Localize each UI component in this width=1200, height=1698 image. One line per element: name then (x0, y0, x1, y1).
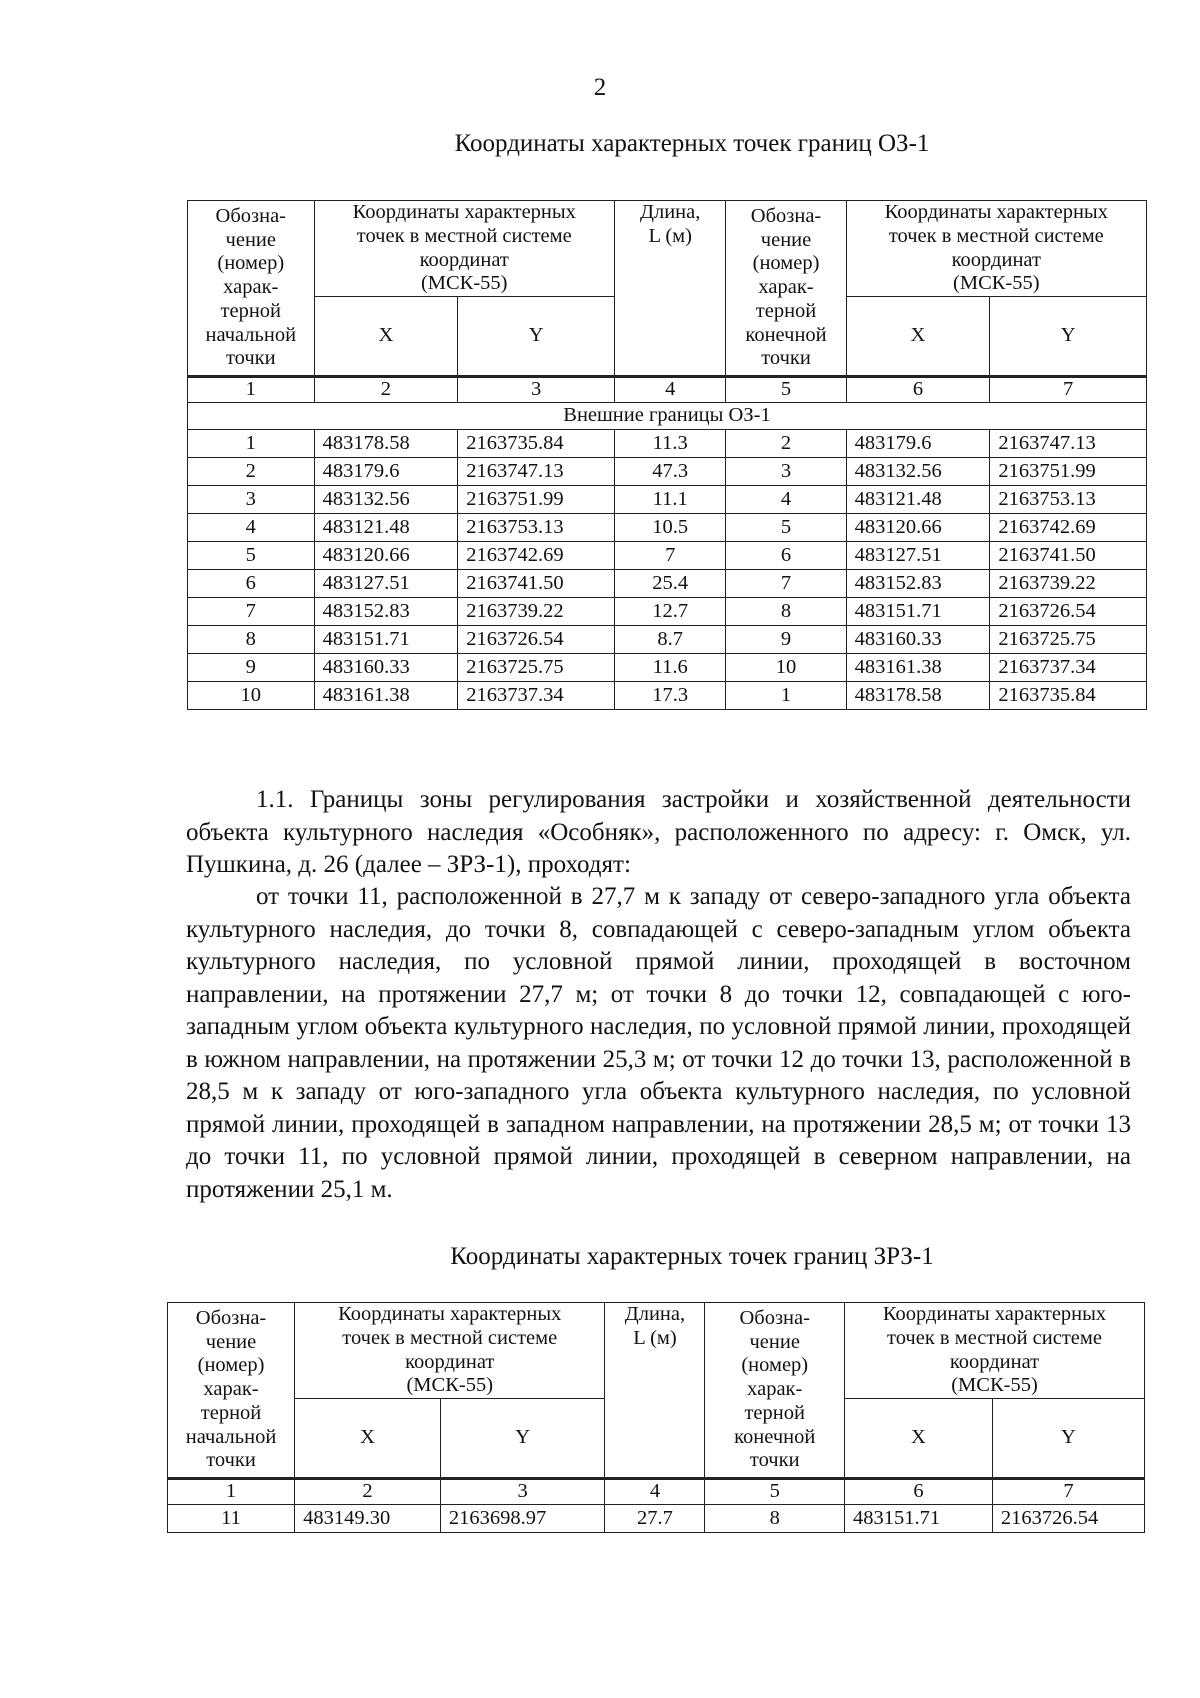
column-number: 7 (990, 377, 1147, 403)
table-cell: 483127.51 (314, 570, 458, 598)
header-coords-start: Координаты характерных точек в местной системе координат (МСК-55) (314, 201, 614, 297)
table-cell: 4 (188, 514, 315, 542)
table-cell: 483127.51 (846, 542, 990, 570)
table-cell: 2163747.13 (458, 458, 615, 486)
table-cell: 10.5 (614, 514, 726, 542)
header-y-end: Y (990, 297, 1147, 377)
column-number: 1 (188, 377, 315, 403)
table-cell: 9 (188, 654, 315, 682)
table2-caption: Координаты характерных точек границ ЗРЗ-1 (450, 1243, 934, 1270)
header-x: X (314, 297, 458, 377)
table-cell: 8 (705, 1505, 845, 1533)
table-cell: 483120.66 (314, 542, 458, 570)
table-cell: 11.6 (614, 654, 726, 682)
table-cell: 2163726.54 (992, 1505, 1144, 1533)
table-cell: 2163726.54 (990, 598, 1147, 626)
column-number: 3 (440, 1479, 605, 1505)
paragraph-zrz1-intro: 1.1. Границы зоны регулирования застройки и хозяйственной деятельности объекта культурного наследия «Особняк», расположенного по адресу: г. Омск, ул. Пушкина, д. 26 (далее – ЗРЗ-1), проходят: (186, 786, 1131, 878)
column-number: 6 (846, 377, 990, 403)
section-row (188, 403, 1147, 430)
table1-caption: Координаты характерных точек границ ОЗ-1 (454, 130, 930, 157)
table-cell: 2163751.99 (990, 458, 1147, 486)
table-row (188, 542, 1147, 570)
table-cell: 6 (188, 570, 315, 598)
table-cell: 10 (726, 654, 846, 682)
table-cell: 2163726.54 (458, 626, 615, 654)
table-cell: 483132.56 (314, 486, 458, 514)
table-cell: 483151.71 (314, 626, 458, 654)
boundary-coordinates-table-oz1 (187, 200, 1147, 710)
table-cell: 483161.38 (314, 682, 458, 710)
header-x: X (295, 1399, 441, 1479)
table-cell: 11 (168, 1505, 295, 1533)
table-cell: 8 (726, 598, 846, 626)
section-title: Внешние границы ОЗ-1 (188, 403, 1147, 430)
column-number: 7 (992, 1479, 1144, 1505)
table-cell: 5 (726, 514, 846, 542)
table-row (188, 626, 1147, 654)
column-number: 6 (845, 1479, 993, 1505)
table-cell: 6 (726, 542, 846, 570)
header-y-end: Y (992, 1399, 1144, 1479)
table-row (188, 514, 1147, 542)
table-row (188, 430, 1147, 458)
table-cell: 483120.66 (846, 514, 990, 542)
column-number: 5 (726, 377, 846, 403)
column-number-row (168, 1479, 1145, 1505)
column-number: 4 (605, 1479, 705, 1505)
table-cell: 25.4 (614, 570, 726, 598)
column-number: 5 (705, 1479, 845, 1505)
column-number: 1 (168, 1479, 295, 1505)
table-cell: 8.7 (614, 626, 726, 654)
column-number: 2 (314, 377, 458, 403)
table-cell: 3 (188, 486, 315, 514)
table-row (188, 570, 1147, 598)
table-cell: 2163739.22 (458, 598, 615, 626)
table-cell: 483178.58 (314, 430, 458, 458)
header-length: Длина, L (м) (605, 1303, 705, 1479)
table-cell: 483121.48 (846, 486, 990, 514)
header-start-point: Обозна- чение (номер) харак- терной начальной точки (188, 201, 315, 377)
table-row (188, 654, 1147, 682)
table-cell: 483179.6 (314, 458, 458, 486)
table-cell: 7 (188, 598, 315, 626)
table-row (188, 682, 1147, 710)
table-cell: 483151.71 (846, 598, 990, 626)
table-cell: 2163741.50 (458, 570, 615, 598)
table-cell: 2163742.69 (458, 542, 615, 570)
header-start-point: Обозна- чение (номер) харак- терной начальной точки (168, 1303, 295, 1479)
table-cell: 7 (726, 570, 846, 598)
table-cell: 2163737.34 (458, 682, 615, 710)
header-coords-end: Координаты характерных точек в местной системе координат (МСК-55) (845, 1303, 1145, 1399)
table-header-row (168, 1303, 1145, 1399)
header-x-end: X (846, 297, 990, 377)
table-cell: 11.1 (614, 486, 726, 514)
table-cell: 1 (188, 430, 315, 458)
table-cell: 2163747.13 (990, 430, 1147, 458)
table-cell: 2163742.69 (990, 514, 1147, 542)
header-y: Y (458, 297, 615, 377)
header-end-point: Обозна- чение (номер) харак- терной конечной точки (705, 1303, 845, 1479)
table-cell: 483132.56 (846, 458, 990, 486)
table-cell: 483152.83 (314, 598, 458, 626)
table-cell: 10 (188, 682, 315, 710)
table-cell: 5 (188, 542, 315, 570)
table-cell: 483179.6 (846, 430, 990, 458)
header-length: Длина, L (м) (614, 201, 726, 377)
table-cell: 2163725.75 (458, 654, 615, 682)
table-cell: 483160.33 (846, 626, 990, 654)
table-cell: 2163753.13 (990, 486, 1147, 514)
table-cell: 2163698.97 (440, 1505, 605, 1533)
table-row (188, 598, 1147, 626)
table-cell: 2163753.13 (458, 514, 615, 542)
table-cell: 2163725.75 (990, 626, 1147, 654)
table-cell: 483149.30 (295, 1505, 441, 1533)
table-cell: 483178.58 (846, 682, 990, 710)
table-row (188, 486, 1147, 514)
table-cell: 483161.38 (846, 654, 990, 682)
table-cell: 7 (614, 542, 726, 570)
table-cell: 1 (726, 682, 846, 710)
table-cell: 2163735.84 (990, 682, 1147, 710)
table-row (188, 458, 1147, 486)
table-cell: 8 (188, 626, 315, 654)
table-cell: 9 (726, 626, 846, 654)
table-cell: 483121.48 (314, 514, 458, 542)
table-cell: 483152.83 (846, 570, 990, 598)
table-cell: 483160.33 (314, 654, 458, 682)
table-cell: 11.3 (614, 430, 726, 458)
column-number: 2 (295, 1479, 441, 1505)
table-cell: 2163737.34 (990, 654, 1147, 682)
table-cell: 4 (726, 486, 846, 514)
table-cell: 2 (726, 430, 846, 458)
table-cell: 17.3 (614, 682, 726, 710)
table-cell: 483151.71 (845, 1505, 993, 1533)
table-header-row (188, 201, 1147, 297)
table-cell: 12.7 (614, 598, 726, 626)
header-y: Y (440, 1399, 605, 1479)
column-number: 3 (458, 377, 615, 403)
table-cell: 2 (188, 458, 315, 486)
header-coords-start: Координаты характерных точек в местной системе координат (МСК-55) (295, 1303, 605, 1399)
table-cell: 47.3 (614, 458, 726, 486)
table-row (168, 1505, 1145, 1533)
table-cell: 2163751.99 (458, 486, 615, 514)
page-number: 2 (593, 74, 607, 101)
table-cell: 2163739.22 (990, 570, 1147, 598)
paragraph-zrz1-description: от точки 11, расположенной в 27,7 м к западу от северо-западного угла объекта культурного наследия, до точки 8, совпадающей с северо-западным углом объекта культурного наследия, по условной прямой линии, проходящей в восточном направлении, на протяжении 27,7 м; от точки 8 до точки 12, совпадающей с юго-западным углом объекта культурного наследия, по условной прямой линии, проходящей в южном направлении, на протяжении 25,3 м; от точки 12 до точки 13, расположенной в 28,5 м к западу от юго-западного угла объекта культурного наследия, по условной прямой линии, проходящей в западном направлении, на протяжении 28,5 м; от точки 13 до точки 11, по условной прямой линии, проходящей в северном направлении, на протяжении 25,1 м. (186, 883, 1131, 1203)
header-coords-end: Координаты характерных точек в местной системе координат (МСК-55) (846, 201, 1146, 297)
table-cell: 27.7 (605, 1505, 705, 1533)
boundary-coordinates-table-zrz1 (167, 1302, 1145, 1533)
column-number: 4 (614, 377, 726, 403)
table-cell: 2163741.50 (990, 542, 1147, 570)
header-x-end: X (845, 1399, 993, 1479)
table-cell: 3 (726, 458, 846, 486)
table-cell: 2163735.84 (458, 430, 615, 458)
column-number-row (188, 377, 1147, 403)
header-end-point: Обозна- чение (номер) харак- терной конечной точки (726, 201, 846, 377)
